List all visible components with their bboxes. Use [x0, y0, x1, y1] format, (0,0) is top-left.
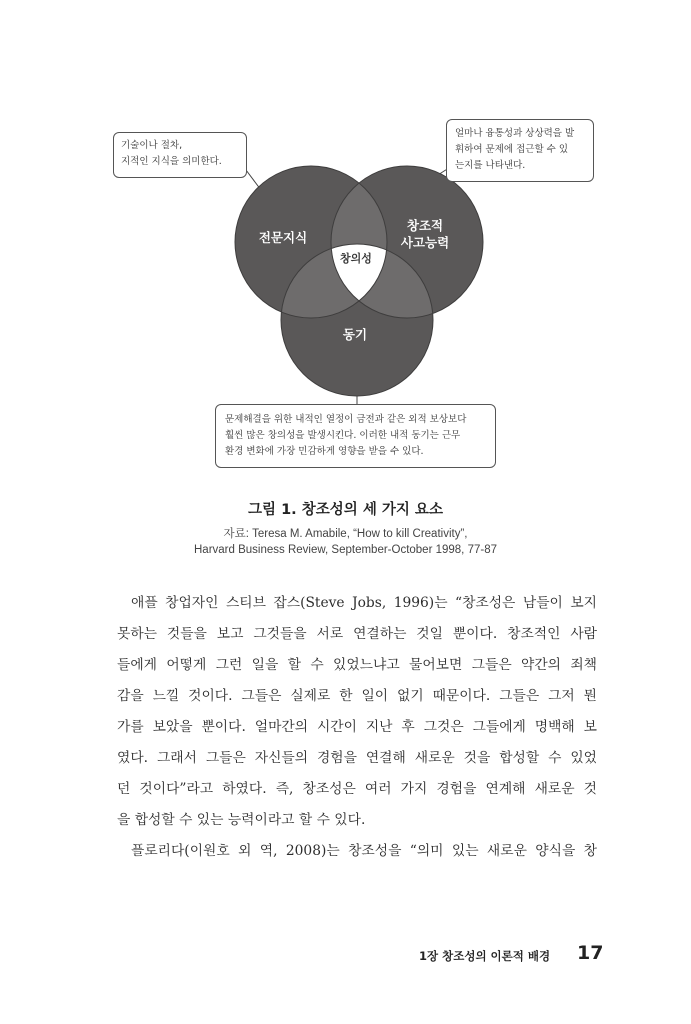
- figure-source-line: Harvard Business Review, September-October 1998, 77-87: [194, 544, 497, 556]
- body-line: 못하는 것들을 보고 그것들을 서로 연결하는 것일 뿐이다. 창조적인 사람: [117, 626, 597, 642]
- body-line: 들에게 어떻게 그런 일을 할 수 있었느냐고 물어보면 그들은 약간의 죄책: [117, 657, 597, 673]
- body-line: 던 것이다”라고 하였다. 즉, 창조성은 여러 가지 경험을 연계해 새로운 것: [117, 781, 597, 797]
- body-line: 였다. 그래서 그들은 자신들의 경험을 연결해 새로운 것을 합성할 수 있었: [117, 750, 597, 766]
- label-creative-line2: 사고능력: [400, 235, 450, 250]
- figure-source-line: 자료: Teresa M. Amabile, “How to kill Creativity”,: [223, 528, 468, 540]
- venn-figure: [0, 0, 691, 480]
- figure-caption: 그림 1. 창조성의 세 가지 요소: [248, 502, 443, 518]
- callout-line: 는지를 나타낸다.: [455, 160, 526, 171]
- callout-line: 훨씬 많은 창의성을 발생시킨다. 이러한 내적 동기는 근무: [225, 430, 461, 441]
- label-knowledge: 전문지식: [258, 230, 308, 245]
- callout-motivation: [215, 404, 496, 468]
- callout-line: 얼마나 융통성과 상상력을 발: [455, 128, 575, 139]
- label-creative-line1: 창조적: [406, 218, 444, 233]
- label-motivation: 동기: [342, 327, 368, 342]
- callout-line: 기술이나 절차,: [121, 140, 183, 151]
- callout-knowledge: [113, 132, 247, 178]
- body-line: 애플 창업자인 스티브 잡스(Steve Jobs, 1996)는 “창조성은 남들이 보지: [131, 595, 597, 611]
- body-paragraphs: [117, 588, 597, 867]
- callout-line: 문제해결을 위한 내적인 열정이 금전과 같은 외적 보상보다: [225, 414, 467, 425]
- callout-line: 지적인 지식을 의미한다.: [121, 156, 222, 167]
- body-line: 을 합성할 수 있는 능력이라고 할 수 있다.: [117, 812, 366, 828]
- page-number: 17: [577, 942, 604, 964]
- body-line: 가를 보았을 뿐이다. 얼마간의 시간이 지난 후 그것은 그들에게 명백해 보: [117, 719, 597, 735]
- callout-creative-thinking: [446, 119, 594, 182]
- body-line: 감을 느낄 것이다. 그들은 실제로 한 일이 없기 때문이다. 그들은 그저 뭔: [117, 688, 597, 704]
- running-footer: 1장 창조성의 이론적 배경: [419, 949, 551, 963]
- label-center: 창의성: [340, 252, 372, 265]
- body-line: 플로리다(이원호 외 역, 2008)는 창조성을 “의미 있는 새로운 양식을 창: [131, 843, 597, 859]
- callout-line: 휘하여 문제에 접근할 수 있: [455, 144, 569, 155]
- callout-line: 환경 변화에 가장 민감하게 영향을 받을 수 있다.: [225, 446, 424, 457]
